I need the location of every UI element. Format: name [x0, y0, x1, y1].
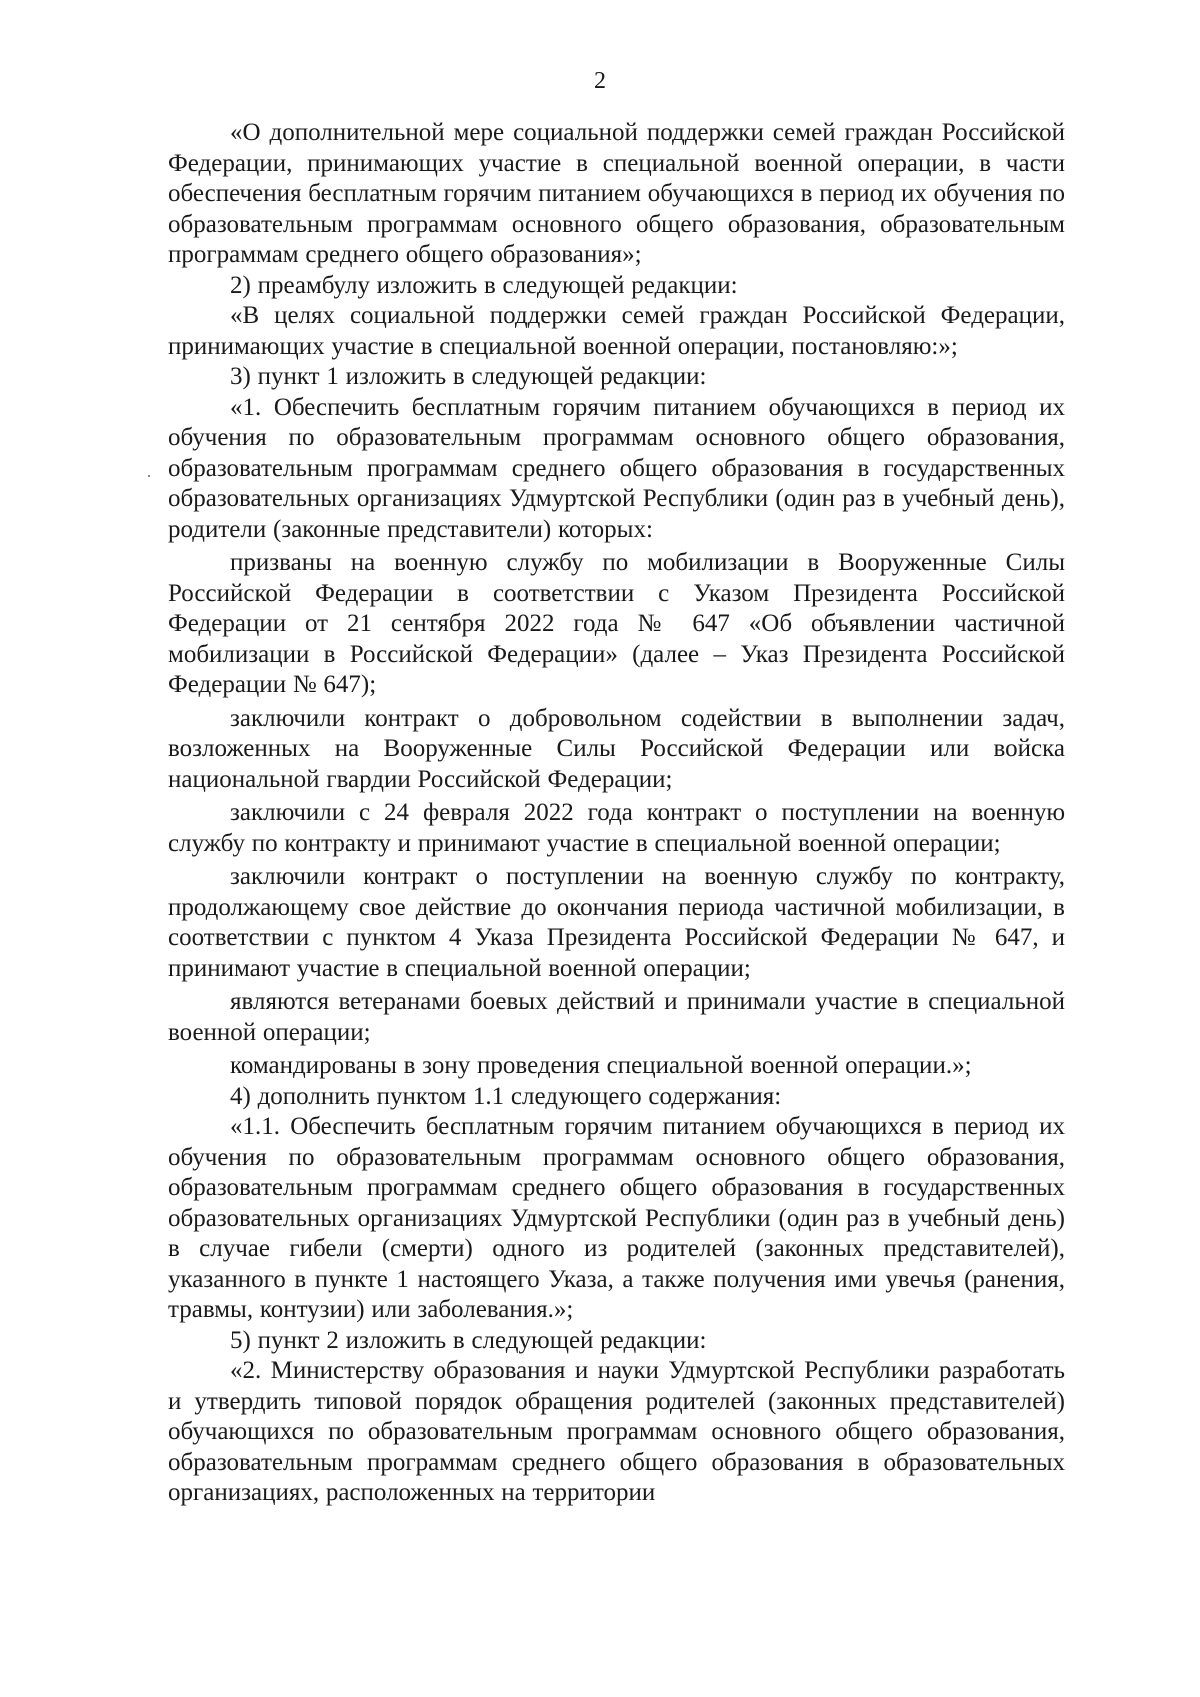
paragraph-volunteer-contract: заключили контракт о добровольном содействии в выполнении задач, возложенных на Вооруженные Силы Российской Федерации или войска национальной гвардии Российской Федерации; [168, 704, 1065, 793]
paragraph-preamble: «В целях социальной поддержки семей граждан Российской Федерации, принимающих участие в специальной военной операции, постановляю:»; [168, 302, 1065, 360]
paragraph-point-1-1: «1.1. Обеспечить бесплатным горячим питанием обучающихся в период их обучения по образовательным программам основного общего образования, образовательным программам среднего общего образования в государственных образовательных организациях Удмуртской Республики (один раз в учебный день) в случае гибели (смерти) одного из родителей (законных представителей), указанного в пункте 1 настоящего Указа, а также получения ими увечья (ранения, травмы, контузии) или заболевания.»; [168, 1113, 1065, 1323]
paragraph-point-2: «2. Министерству образования и науки Удмуртской Республики разработать и утвердить типовой порядок обращения родителей (законных представителей) обучающихся по образовательным программам основного общего образования, образовательным программам среднего общего образования в образовательных организациях, расположенных на территории [168, 1357, 1065, 1506]
paragraph-seconded: командированы в зону проведения специальной военной операции.»; [230, 1052, 972, 1079]
paragraph-mobilized: призваны на военную службу по мобилизации в Вооруженные Силы Российской Федерации в соответствии с Указом Президента Российской Федерации от 21 сентября 2022 года № 647 «Об объявлении частичной мобилизации в Российской Федерации» (далее – Указ Президента Российской Федерации № 647); [168, 549, 1065, 698]
paragraph-item-2: 2) преамбулу изложить в следующей редакции: [230, 271, 738, 299]
paragraph-item-3: 3) пункт 1 изложить в следующей редакции: [230, 363, 707, 390]
paragraph-veterans: являются ветеранами боевых действий и принимали участие в специальной военной операции; [168, 988, 1065, 1046]
paragraph-contract-mobilization: заключили контракт о поступлении на военную службу по контракту, продолжающему свое действие до окончания периода частичной мобилизации, в соответствии с пунктом 4 Указа Президента Российской Федерации № 647, и принимают участие в специальной военной операции; [168, 863, 1065, 982]
paragraph-item-4: 4) дополнить пунктом 1.1 следующего содержания: [230, 1082, 782, 1110]
document-body [168, 118, 1065, 1509]
paragraph-item-5: 5) пункт 2 изложить в следующей редакции: [230, 1326, 707, 1354]
scan-speck [148, 475, 150, 477]
paragraph-point-1: «1. Обеспечить бесплатным горячим питанием обучающихся в период их обучения по образовательным программам основного общего образования, образовательным программам среднего общего образования в государственных образовательных организациях Удмуртской Республики (один раз в учебный день), родители (законные представители) которых: [168, 393, 1065, 543]
paragraph-contract-since-2022: заключили с 24 февраля 2022 года контракт о поступлении на военную службу по контракту и принимают участие в специальной военной операции; [168, 799, 1065, 857]
paragraph-decree-title: «О дополнительной мере социальной поддержки семей граждан Российской Федерации, принимающих участие в специальной военной операции, в части обеспечения бесплатным горячим питанием обучающихся в период их обучения по образовательным программам основного общего образования, образовательным программам среднего общего образования»; [168, 119, 1065, 268]
page-number: 2 [594, 68, 606, 94]
